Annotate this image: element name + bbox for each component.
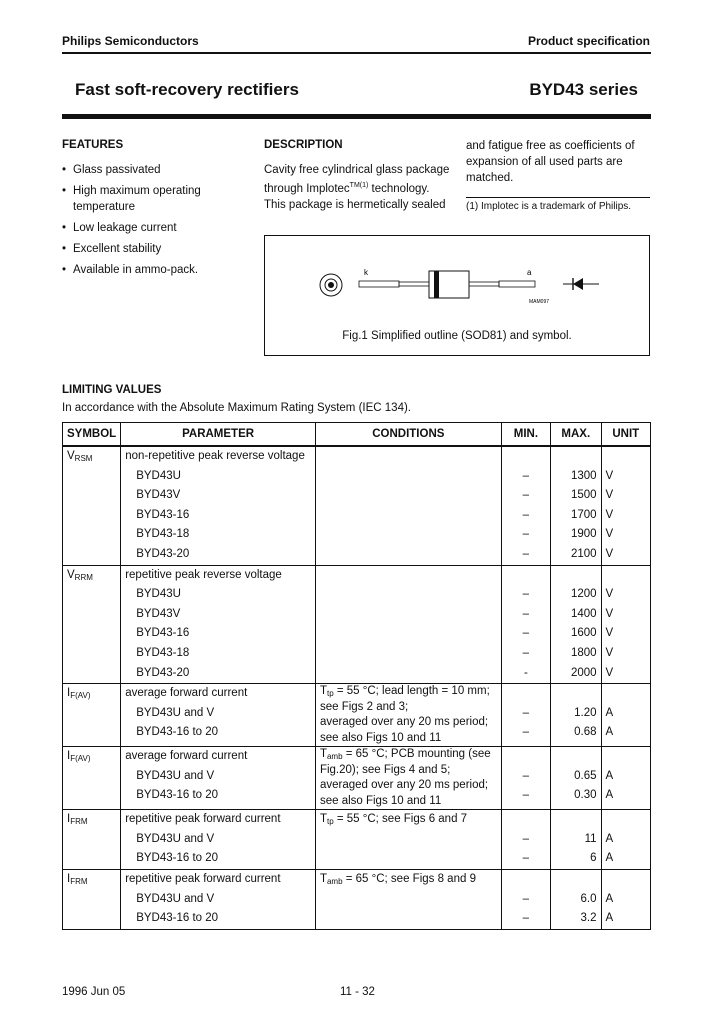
max-cell xyxy=(551,446,601,565)
unit-value: A xyxy=(605,706,614,719)
unit-value: A xyxy=(605,832,614,845)
type-name: BYD43-16 xyxy=(136,508,190,521)
type-name: BYD43-16 to 20 xyxy=(136,852,219,865)
unit-value: V xyxy=(605,666,614,679)
condition-line: $T_{tp} = 55$ °C; see Figs 6 and 7 xyxy=(319,813,468,827)
features-heading: FEATURES xyxy=(62,139,124,151)
description-line xyxy=(264,178,464,197)
min-cell xyxy=(501,747,550,810)
parameter-cell xyxy=(121,565,316,684)
symbol: $I_{F(AV)}$ xyxy=(67,687,91,701)
min-value: – xyxy=(522,769,530,782)
min-value: – xyxy=(522,726,530,739)
list-item: • Low leakage current xyxy=(62,220,212,236)
parameter-text: repetitive peak forward current xyxy=(125,813,281,826)
unit-value: V xyxy=(605,646,614,659)
trademark-sup: TM(1) xyxy=(349,182,369,189)
type-name: BYD43-18 xyxy=(136,646,190,659)
description-line: expansion of all used parts are xyxy=(466,156,623,168)
unit-cell xyxy=(601,810,650,870)
table-group xyxy=(63,747,651,810)
min-value: – xyxy=(522,852,530,865)
figure-box xyxy=(264,235,650,356)
col-parameter: PARAMETER xyxy=(121,423,316,447)
max-value: 11 xyxy=(584,832,597,845)
limiting-subtitle: In accordance with the Absolute Maximum Rating System (IEC 134). xyxy=(62,402,411,414)
lead-a xyxy=(499,281,535,287)
type-name: BYD43-20 xyxy=(136,666,190,679)
symbol: $I_{FRM}$ xyxy=(67,872,88,886)
table-group xyxy=(63,684,651,747)
max-cell xyxy=(551,869,601,929)
type-name: BYD43U xyxy=(136,469,181,482)
list-item: • Available in ammo-pack. xyxy=(62,262,212,278)
type-name: BYD43-20 xyxy=(136,547,190,560)
type-name: BYD43V xyxy=(136,607,181,620)
unit-value: A xyxy=(605,892,614,905)
table-group xyxy=(63,810,651,870)
min-cell xyxy=(501,446,550,565)
parameter-cell xyxy=(121,446,316,565)
min-value: – xyxy=(522,607,530,620)
symbol-cell xyxy=(63,684,121,747)
min-cell xyxy=(501,565,550,684)
table-header-row xyxy=(63,423,651,447)
unit-value: V xyxy=(605,469,614,482)
min-value: – xyxy=(522,508,530,521)
description-continued xyxy=(466,138,652,186)
max-value: 0.68 xyxy=(574,726,597,739)
cathode-band xyxy=(434,271,439,298)
footer-date: 1996 Jun 05 xyxy=(62,986,126,998)
type-name: BYD43U and V xyxy=(136,892,215,905)
list-item: • Excellent stability xyxy=(62,241,212,257)
limiting-values-table xyxy=(62,422,651,930)
col-min: MIN. xyxy=(501,423,550,447)
min-value: – xyxy=(522,892,530,905)
max-value: 1300 xyxy=(570,469,597,482)
type-name: BYD43U and V xyxy=(136,706,215,719)
parameter-text: non-repetitive peak reverse voltage xyxy=(125,450,305,462)
figure-caption: Fig.1 Simplified outline (SOD81) and symbol. xyxy=(342,330,572,342)
end-view-core xyxy=(328,282,334,288)
col-symbol: SYMBOL xyxy=(63,423,121,447)
limiting-heading: LIMITING VALUES xyxy=(62,384,162,396)
min-value: – xyxy=(522,706,530,719)
max-value: 0.65 xyxy=(574,769,597,782)
implotec-word: through Implotec xyxy=(264,182,350,195)
table-row xyxy=(63,446,651,565)
parameter-text: repetitive peak reverse voltage xyxy=(125,568,282,581)
col-unit: UNIT xyxy=(601,423,650,447)
min-value: – xyxy=(522,489,530,502)
max-cell xyxy=(551,565,601,684)
table-row xyxy=(63,684,651,747)
description-text xyxy=(264,162,464,213)
table-group xyxy=(63,565,651,684)
unit-value: V xyxy=(605,547,614,560)
type-name: BYD43-16 to 20 xyxy=(136,789,219,802)
min-value: – xyxy=(522,789,530,802)
max-value: 1400 xyxy=(570,607,597,620)
unit-value: A xyxy=(605,912,614,925)
max-value: 1200 xyxy=(570,588,597,601)
symbol-cell xyxy=(63,747,121,810)
unit-value: A xyxy=(605,852,614,865)
parameter-text: repetitive peak forward current xyxy=(125,872,281,885)
unit-value: V xyxy=(605,588,614,601)
table-group xyxy=(63,446,651,565)
conditions-cell xyxy=(315,747,501,810)
list-item: • High maximum operating temperature xyxy=(62,183,212,215)
conditions-cell xyxy=(315,869,501,929)
footnote: (1) Implotec is a trademark of Philips. xyxy=(466,201,632,212)
parameter-cell xyxy=(121,810,316,870)
unit-cell xyxy=(601,869,650,929)
parameter-cell xyxy=(121,747,316,810)
max-cell xyxy=(551,810,601,870)
min-cell xyxy=(501,810,550,870)
type-name: BYD43U xyxy=(136,588,181,601)
symbol-cell xyxy=(63,810,121,870)
symbol-cell xyxy=(63,869,121,929)
col-max: MAX. xyxy=(551,423,601,447)
description-line: and fatigue free as coefficients of xyxy=(466,140,635,152)
conditions-cell xyxy=(315,684,501,747)
symbol: $V_{RRM}$ xyxy=(67,568,93,582)
description-heading: DESCRIPTION xyxy=(264,139,343,151)
conditions-cell xyxy=(315,446,501,565)
table-row xyxy=(63,869,651,929)
condition-line: see also Figs 10 and 11 xyxy=(319,731,442,744)
symbol-triangle xyxy=(573,278,583,290)
technology-word: technology. xyxy=(368,182,430,195)
unit-value: V xyxy=(605,627,614,640)
condition-line: $T_{amb} = 65$ °C; see Figs 8 and 9 xyxy=(319,872,476,886)
min-value: – xyxy=(522,646,530,659)
type-name: BYD43-16 to 20 xyxy=(136,726,219,739)
unit-cell xyxy=(601,747,650,810)
min-value: – xyxy=(522,627,530,640)
min-value: - xyxy=(523,666,528,679)
unit-value: V xyxy=(605,508,614,521)
product-series: BYD43 series xyxy=(529,80,638,99)
label-k: k xyxy=(364,268,368,277)
description-line: Cavity free cylindrical glass package xyxy=(264,164,450,176)
type-name: BYD43-16 xyxy=(136,627,190,640)
condition-line: see Figs 2 and 3; xyxy=(319,700,409,713)
figure-code: MAM097 xyxy=(529,299,550,305)
max-cell xyxy=(551,747,601,810)
description-line: matched. xyxy=(466,172,514,184)
min-value: – xyxy=(522,528,530,541)
max-value: 1900 xyxy=(570,528,597,541)
table-row xyxy=(63,747,651,810)
label-a: a xyxy=(527,268,532,277)
parameter-cell xyxy=(121,869,316,929)
symbol: $I_{F(AV)}$ xyxy=(67,750,91,764)
title-rule xyxy=(62,114,651,119)
min-value: – xyxy=(522,912,530,925)
unit-value: V xyxy=(605,489,614,502)
symbol: $V_{RSM}$ xyxy=(67,450,93,463)
max-value: 1800 xyxy=(570,646,597,659)
type-name: BYD43U and V xyxy=(136,832,215,845)
type-name: BYD43-18 xyxy=(136,528,190,541)
condition-line: see also Figs 10 and 11 xyxy=(319,794,442,807)
parameter-text: average forward current xyxy=(125,750,248,763)
min-value: – xyxy=(522,469,530,482)
unit-cell xyxy=(601,565,650,684)
unit-value: A xyxy=(605,789,614,802)
max-value: 6 xyxy=(590,852,597,865)
table-row xyxy=(63,565,651,684)
parameter-cell xyxy=(121,684,316,747)
table-row xyxy=(63,810,651,870)
footer-page-number: 11 - 32 xyxy=(340,986,375,998)
conditions-cell xyxy=(315,565,501,684)
col-conditions: CONDITIONS xyxy=(315,423,501,447)
max-value: 3.2 xyxy=(580,912,597,925)
condition-line: $T_{tp} = 55$ °C; lead length = 10 mm; xyxy=(319,685,490,699)
symbol-cell xyxy=(63,446,121,565)
max-cell xyxy=(551,684,601,747)
symbol-cell xyxy=(63,565,121,684)
max-value: 1500 xyxy=(570,489,597,502)
unit-value: A xyxy=(605,726,614,739)
table-group xyxy=(63,869,651,929)
features-list xyxy=(62,162,212,283)
symbol: $I_{FRM}$ xyxy=(67,813,88,827)
max-value: 0.30 xyxy=(574,789,597,802)
min-value: – xyxy=(522,547,530,560)
parameter-text: average forward current xyxy=(125,687,248,700)
unit-value: A xyxy=(605,769,614,782)
footnote-rule xyxy=(466,197,650,198)
max-value: 1700 xyxy=(570,508,597,521)
list-item: • Glass passivated xyxy=(62,162,212,178)
header-rule xyxy=(62,52,651,54)
min-cell xyxy=(501,684,550,747)
condition-line: averaged over any 20 ms period; xyxy=(319,716,489,729)
conditions-cell xyxy=(315,810,501,870)
type-name: BYD43V xyxy=(136,489,181,502)
unit-cell xyxy=(601,446,650,565)
description-line: This package is hermetically sealed xyxy=(264,198,446,211)
unit-value: V xyxy=(605,528,614,541)
condition-line: averaged over any 20 ms period; xyxy=(319,779,489,792)
min-value: – xyxy=(522,588,530,601)
max-value: 1.20 xyxy=(574,706,597,719)
unit-cell xyxy=(601,684,650,747)
unit-value: V xyxy=(605,607,614,620)
page-title: Fast soft-recovery rectifiers xyxy=(75,80,299,99)
company-name: Philips Semiconductors xyxy=(62,34,199,48)
min-cell xyxy=(501,869,550,929)
condition-line: $T_{amb} = 65$ °C; PCB mounting (see xyxy=(319,748,491,762)
type-name: BYD43U and V xyxy=(136,769,215,782)
condition-line: Fig.20); see Figs 4 and 5; xyxy=(319,763,451,776)
max-value: 2000 xyxy=(570,666,597,679)
max-value: 2100 xyxy=(570,547,597,560)
min-value: – xyxy=(522,832,530,845)
max-value: 6.0 xyxy=(580,892,597,905)
document-type: Product specification xyxy=(527,34,650,48)
type-name: BYD43-16 to 20 xyxy=(136,912,219,925)
lead-k xyxy=(359,281,399,287)
max-value: 1600 xyxy=(570,627,597,640)
